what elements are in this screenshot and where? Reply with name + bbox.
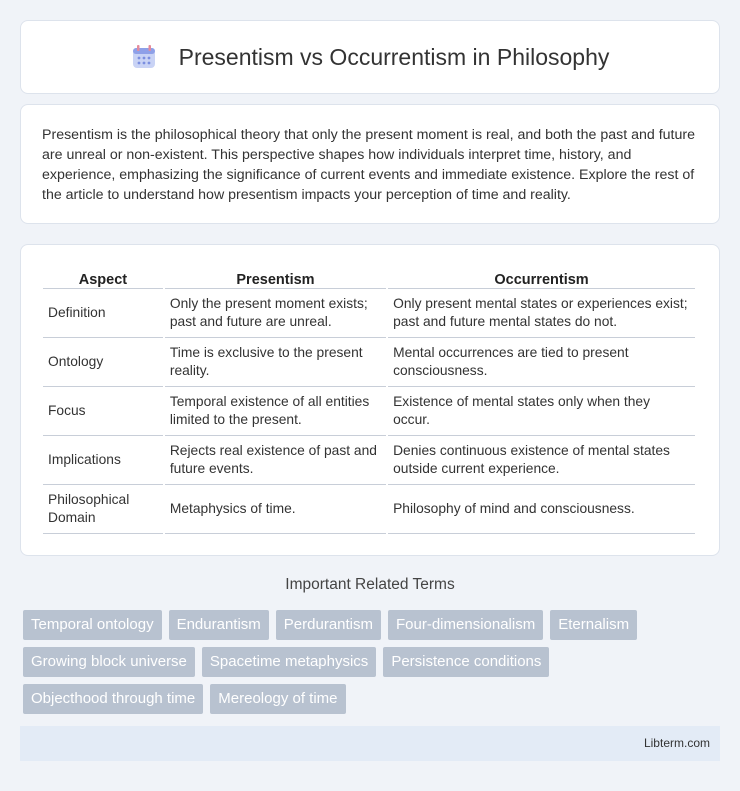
table-row [43,485,695,534]
table-row [43,436,695,485]
comparison-table [41,265,697,534]
row-presentism: Metaphysics of time. [165,485,386,534]
footer [20,726,720,761]
row-aspect: Definition [43,289,163,338]
table-row [43,387,695,436]
header-aspect: Aspect [43,265,163,289]
page-title: Presentism vs Occurrentism in Philosophy [178,43,610,70]
row-aspect: Ontology [43,338,163,387]
table-row [43,289,695,338]
comparison-table-card [20,244,720,556]
calendar-icon [131,45,157,69]
intro-text: Presentism is the philosophical theory that only the present moment is real, and both the past and future are unreal or non-existent. This perspective shapes how individuals interpret time, history, and experience, emphasizing the significance of current events and immediate existence. Explore the rest of the article to understand how presentism impacts your perception of time and reality. [42,127,695,203]
row-aspect: Philosophical Domain [43,485,163,534]
related-term-tag[interactable]: Four-dimensionalism [388,610,543,640]
row-presentism: Time is exclusive to the present reality. [165,338,386,387]
row-presentism: Rejects real existence of past and future events. [165,436,386,485]
row-occurrentism: Denies continuous existence of mental states outside current experience. [388,436,695,485]
footer-site-link[interactable]: Libterm.com [643,736,710,750]
related-term-tag[interactable]: Eternalism [550,610,637,640]
related-term-tag[interactable]: Endurantism [169,610,269,640]
related-term-tag[interactable]: Spacetime metaphysics [202,647,376,677]
row-occurrentism: Existence of mental states only when they occur. [388,387,695,436]
row-occurrentism: Only present mental states or experiences exist; past and future mental states do not. [388,289,695,338]
related-terms-list [23,610,723,721]
row-aspect: Focus [43,387,163,436]
row-presentism: Only the present moment exists; past and future are unreal. [165,289,386,338]
header-presentism: Presentism [165,265,386,289]
table-row [43,338,695,387]
row-occurrentism: Mental occurrences are tied to present consciousness. [388,338,695,387]
related-term-tag[interactable]: Objecthood through time [23,684,203,714]
related-terms-title: Important Related Terms [285,576,455,593]
table-header-row [43,265,695,289]
related-term-tag[interactable]: Persistence conditions [383,647,549,677]
intro-card [20,104,720,224]
row-presentism: Temporal existence of all entities limited to the present. [165,387,386,436]
row-occurrentism: Philosophy of mind and consciousness. [388,485,695,534]
related-term-tag[interactable]: Mereology of time [210,684,345,714]
header-card [20,20,720,94]
related-term-tag[interactable]: Perdurantism [276,610,381,640]
related-term-tag[interactable]: Temporal ontology [23,610,162,640]
related-term-tag[interactable]: Growing block universe [23,647,195,677]
header-occurrentism: Occurrentism [388,265,695,289]
row-aspect: Implications [43,436,163,485]
